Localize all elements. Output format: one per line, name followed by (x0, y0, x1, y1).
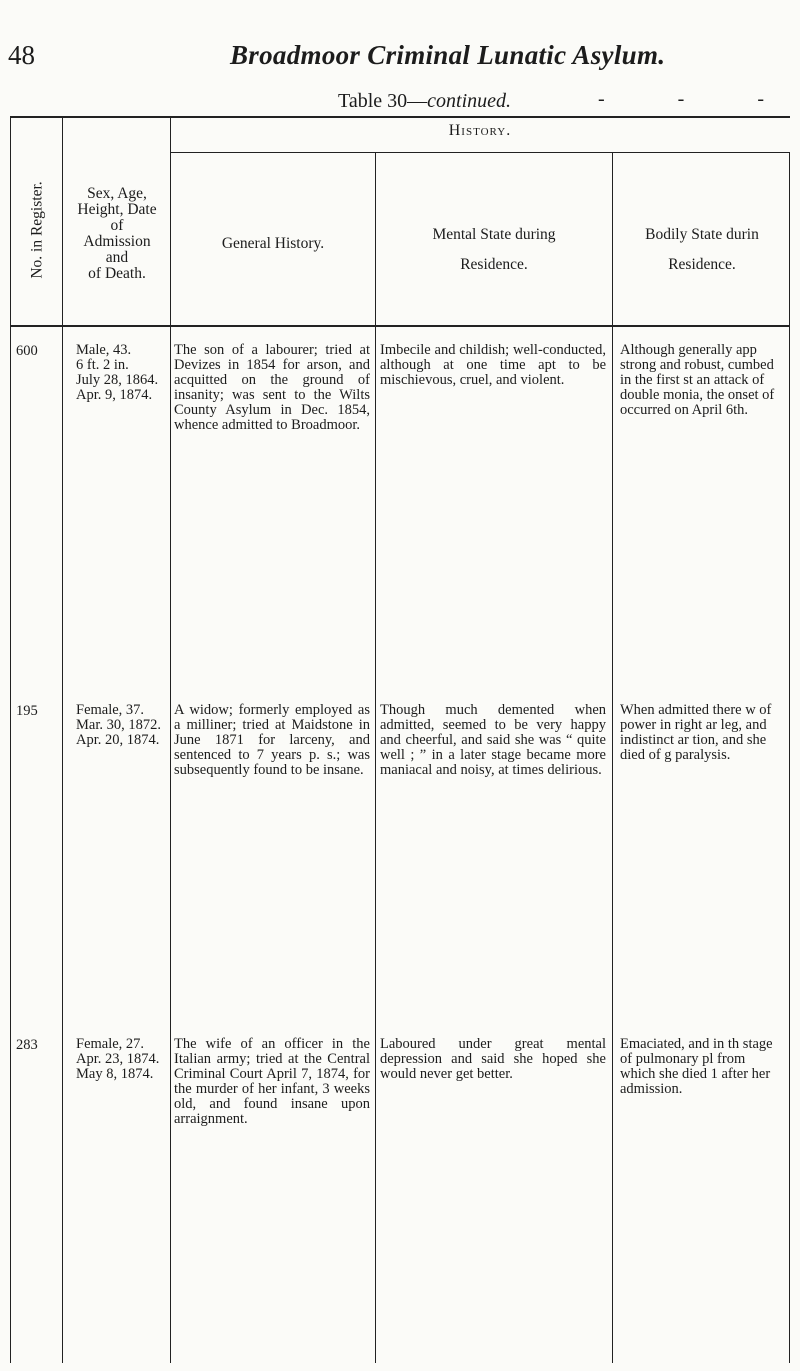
sex-age-line: July 28, 1864. (76, 372, 159, 388)
register-number: 283 (16, 1037, 38, 1053)
header-sex-age-line: of Death. (88, 265, 146, 282)
column-rule-2 (62, 117, 63, 1363)
right-edge-rule (789, 153, 790, 1363)
header-bodily-line: Bodily State durin (645, 226, 759, 243)
general-history-cell: The son of a labourer; tried at Devizes in 1854 for arson, and acquitted on the ground of insanity; was sent to the Wilts County Asylum in Dec. 1854, whence admitted to Broadmoor. (174, 342, 370, 433)
header-mental-line: Residence. (460, 256, 528, 273)
sex-age-cell (76, 1037, 170, 1082)
header-bodily-state (614, 220, 790, 280)
table-title-continued: continued. (427, 90, 512, 112)
history-divider-rule (170, 152, 790, 153)
header-sex-age-line: and (105, 249, 129, 266)
register-number: 600 (16, 343, 38, 359)
sex-age-line: Male, 43. (76, 342, 132, 358)
header-bottom-rule (10, 325, 790, 327)
general-history-cell: A widow; formerly employed as a milliner; tried at Maidstone in June 1871 for larceny, and sentenced to 7 years p. s.; was subsequently found to be insane. (174, 702, 370, 778)
bodily-state-cell: Although generally app strong and robust, cumbed in the first st an attack of double monia, the onset of occurred on April 6th. (620, 342, 775, 418)
sex-age-line: Apr. 20, 1874. (76, 732, 160, 748)
sex-age-cell (76, 703, 170, 748)
header-mental-state (377, 220, 611, 280)
sex-age-cell (76, 343, 170, 403)
header-sex-age-line: Height, Date (77, 201, 157, 218)
table-title (338, 90, 511, 113)
mental-state-cell: Laboured under great mental depression and said she hoped she would never get better. (380, 1036, 606, 1082)
running-title: Broadmoor Criminal Lunatic Asylum. (230, 40, 666, 70)
table-title-prefix: Table 30— (338, 90, 428, 112)
page-number: 48 (8, 40, 35, 70)
column-rule-4 (375, 153, 376, 1363)
mental-state-cell: Though much demented when admitted, seemed to be very happy and cheerful, and said she was “ quite well ; ” in a later stage became more maniacal and noisy, at times delirious. (380, 702, 606, 778)
title-dashes: - - - (598, 88, 798, 110)
bodily-state-cell: Emaciated, and in th stage of pulmonary pl from which she died 1 after her admission. (620, 1036, 773, 1097)
header-sex-age (64, 186, 170, 282)
sex-age-line: Female, 27. (76, 1036, 145, 1052)
bodily-state-cell: When admitted there w of power in right ar leg, and indistinct ar tion, and she died of g paralysis. (620, 702, 772, 763)
mental-state-cell: Imbecile and childish; well-conducted, although at one time apt to be mischievous, cruel, and violent. (380, 342, 606, 388)
header-sex-age-line: Sex, Age, (87, 185, 147, 202)
table-top-rule (10, 116, 790, 118)
sex-age-line: May 8, 1874. (76, 1066, 154, 1082)
header-history: History. (448, 122, 512, 139)
sex-age-line: Mar. 30, 1872. (76, 717, 161, 733)
column-rule-5 (612, 153, 613, 1363)
header-bodily-line: Residence. (668, 256, 736, 273)
sex-age-line: 6 ft. 2 in. (76, 357, 129, 373)
column-rule-3 (170, 117, 171, 1363)
header-register-label: No. in Register. (29, 181, 46, 279)
general-history-cell: The wife of an officer in the Italian army; tried at the Central Criminal Court April 7, 1874, for the murder of her infant, 3 weeks old, and found insane upon arraignment. (174, 1036, 370, 1127)
sex-age-line: Apr. 23, 1874. (76, 1051, 160, 1067)
register-number: 195 (16, 703, 38, 719)
sex-age-line: Apr. 9, 1874. (76, 387, 153, 403)
header-sex-age-line: of (110, 217, 124, 234)
header-register (18, 160, 58, 300)
sex-age-line: Female, 37. (76, 702, 145, 718)
header-general-history: General History. (221, 235, 325, 252)
header-mental-line: Mental State during (432, 226, 556, 243)
header-sex-age-line: Admission (83, 233, 151, 250)
column-rule-1 (10, 117, 11, 1363)
